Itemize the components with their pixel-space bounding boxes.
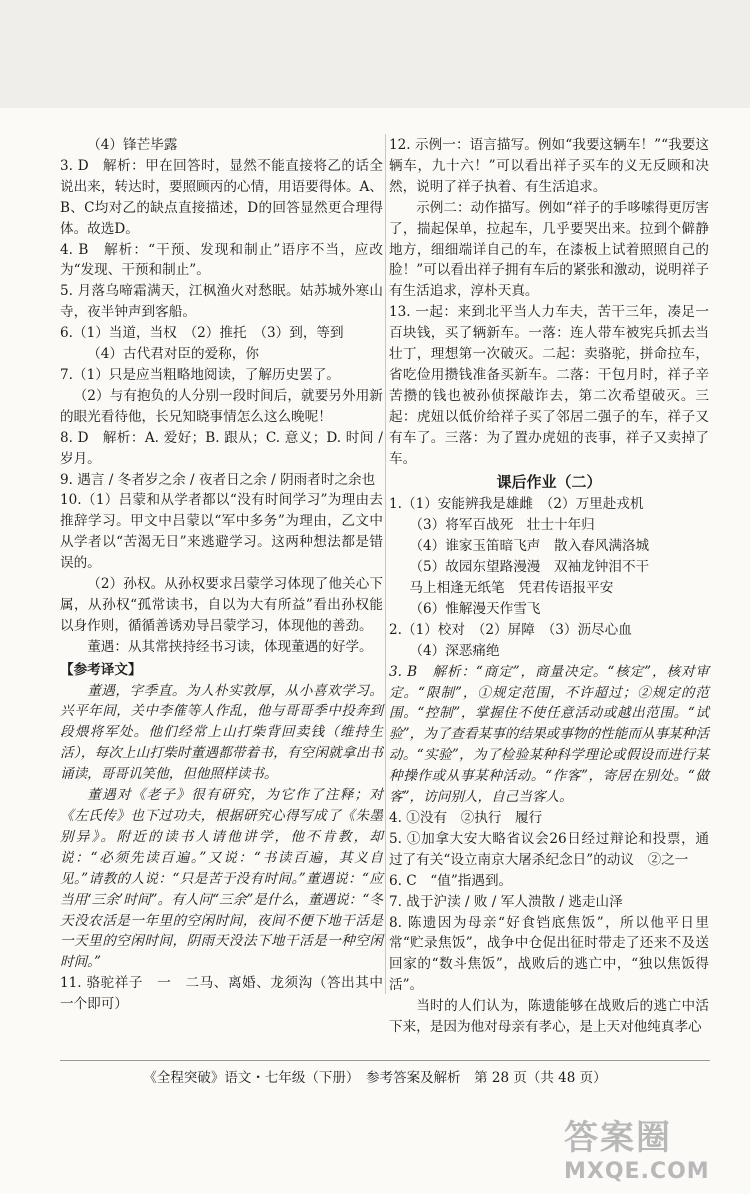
answer-line: （3）将军百战死 壮士十年归 <box>409 517 595 534</box>
answer-line: （4）深恶痛绝 <box>409 642 500 659</box>
answer-item: 6.（1）当道，当权 （2）推托 （3）到，等到 <box>60 325 344 342</box>
watermark-logo <box>564 1110 714 1184</box>
watermark-text: 答案圈 <box>564 1118 672 1158</box>
answer-item: 5. 月落乌啼霜满天，江枫渔火对愁眠。姑苏城外寒山寺，夜半钟声到客船。 <box>60 283 383 321</box>
top-margin-band <box>0 0 750 108</box>
left-column <box>60 135 383 1015</box>
reference-translation-heading: 【参考译文】 <box>60 661 142 678</box>
answer-item: 1.（1）安能辨我是雄雌 （2）万里赴戎机 <box>389 496 644 513</box>
answer-line: （2）与有抱负的人分别一段时间后，就要另外用新的眼光看待他，长兄知晓事情怎么这么晚呢！ <box>60 387 383 425</box>
answer-line: （4）古代君对臣的爱称，你 <box>87 346 259 363</box>
answer-line: （2）孙权。从孙权要求吕蒙学习体现了他关心下属，从孙权“孤常读书，自以为大有所益”看出孙权能以身作则，循循善诱劝导吕蒙学习，体现他的善劲。 <box>60 576 383 634</box>
answer-line: 当时的人们认为，陈遗能够在战败后的逃亡中活下来，是因为他对母亲有孝心，是上天对他纯真孝心 <box>389 998 709 1036</box>
answer-item: 8. D 解析：A. 爱好；B. 跟从；C. 意义；D. 时间 / 岁月。 <box>60 429 383 467</box>
answer-item: 12. 示例一：语言描写。例如“我要这辆车！”“我要这辆车，九十六！”可以看出祥子买车的义无反顾和决然，说明了祥子执着、有生活追求。 <box>389 137 709 195</box>
answer-line: （4）谁家玉笛暗飞声 散入春风满洛城 <box>409 538 650 555</box>
answer-item: 7.（1）只是应当粗略地阅读，了解历史罢了。 <box>60 366 340 383</box>
answer-item: 10.（1）吕蒙和从学者都以“没有时间学习”为理由去推辞学习。甲文中吕蒙以“军中多务”为理由，乙文中从学者以“苦渴无日”来逃避学习。这两种想法都是错误的。 <box>60 492 383 572</box>
answer-item: 5. ①加拿大安大略省议会26日经过辩论和投票，通过了有关“设立南京大屠杀纪念日”的动议 ②之一 <box>389 830 709 868</box>
answer-item: 4. B 解析：“干预、发现和制止”语序不当，应改为“发现、干预和制止”。 <box>60 241 383 279</box>
right-column <box>389 135 709 1038</box>
answer-item: 3. B 解析：“商定”，商量决定。“核定”，核对审定。“限制”，①规定范围，不许超过；②规定的范围。“控制”，掌握住不使任意活动或越出范围。“试验”，为了查看某事的结果或事物的性能而从事某种活动。“实验”，为了检验某种科学理论或假设而进行某种操作或从事某种活动。“作客”，寄居在别处。“做客”，访问别人，自己当客人。 <box>389 663 709 806</box>
answer-item: 9. 遇言 / 冬者岁之余 / 夜者日之余 / 阴雨者时之余也 <box>60 471 376 488</box>
answer-item: 4. ①没有 ②执行 履行 <box>389 810 543 826</box>
answer-item: 13. 一起：来到北平当人力车夫，苦干三年，凑足一百块钱，买了辆新车。一落：连人带车被宪兵抓去当壮丁，理想第一次破灭。二起：卖骆驼，拼命拉车，省吃俭用攒钱准备买新车。二落：干包月时，祥子辛苦攒的钱也被孙侦探敲诈去，第二次希望破灭。三起：虎妞以低价给祥子买了邻居二强子的车，祥子又有车了。三落：为了置办虎妞的丧事，祥子又卖掉了车。 <box>389 304 709 467</box>
page-footer: 《全程突破》语文・七年级（下册） 参考答案及解析 第 28 页（共 48 页） <box>143 1070 607 1086</box>
answer-line: （6）惟解漫天作雪飞 <box>409 600 541 617</box>
answer-item: 3. D 解析：甲在回答时，显然不能直接将乙的话全说出来，转达时，要照顾丙的心情，用语要得体。A、B、C均对乙的缺点直接描述，D的回答显然更合理得体。故选D。 <box>60 157 383 237</box>
footer-rule <box>60 1060 710 1061</box>
answer-line: （4）锋芒毕露 <box>87 137 178 153</box>
column-divider <box>385 134 386 994</box>
translation-paragraph: 董遇，字季直。为人朴实敦厚，从小喜欢学习。兴平年间，关中李傕等人作乱，他与哥哥季中投奔到段煨将军处。他们经常上山打柴背回卖钱（维持生活），每次上山打柴时董遇都带着书，有空闲就拿出书诵读，哥哥讥笑他，但他照样读书。 <box>60 682 383 783</box>
section-title: 课后作业（二） <box>496 472 602 491</box>
answer-item: 6. C “值”指遇到。 <box>389 872 513 889</box>
answer-item: 8. 陈遗因为母亲“好食铛底焦饭”，所以他平日里常“贮录焦饭”，战争中仓促出征时带走了还来不及送回家的“数斗焦饭”，战败后的逃亡中，“独以焦饭得活”。 <box>389 914 709 994</box>
answer-item: 2.（1）校对 （2）屏障 （3）沥尽心血 <box>389 621 632 638</box>
watermark-url: MXQE.COM <box>564 1159 710 1184</box>
answer-line: 董遇：从其常挟持经书习读，体现董遇的好学。 <box>87 638 373 655</box>
answer-item: 7. 战于沪渎 / 败 / 军人溃散 / 逃走山泽 <box>389 893 623 910</box>
translation-paragraph: 董遇对《老子》很有研究，为它作了注释；对《左氏传》也下过功夫，根据研究心得写成了《朱墨别异》。附近的读书人请他讲学，他不肯教，却说：“必须先读百遍。”又说：“书读百遍，其义自见。”请教的人说：“只是苦于没有时间。”董遇说：“应当用‘三余’时间”。有人问“三余”是什么，董遇说：“冬天没农活是一年里的空闲时间，夜间不便下地干活是一天里的空闲时间，阴雨天没法下地干活是一种空闲时间。” <box>60 787 383 971</box>
answer-line: 马上相逢无纸笔 凭君传语报平安 <box>409 580 614 597</box>
answer-line: 示例二：动作描写。例如“祥子的手哆嗦得更厉害了，揣起保单，拉起车，几乎要哭出来。拉到个僻静地方，细细端详自己的车，在漆板上试着照照自己的脸！”可以看出祥子拥有车后的紧张和激动，说明祥子有生活追求，淳朴天真。 <box>389 199 709 300</box>
answer-item: 11. 骆驼祥子 一 二马、离婚、龙须沟（答出其中一个即可） <box>60 975 383 1013</box>
answer-line: （5）故园东望路漫漫 双袖龙钟泪不干 <box>409 559 650 576</box>
